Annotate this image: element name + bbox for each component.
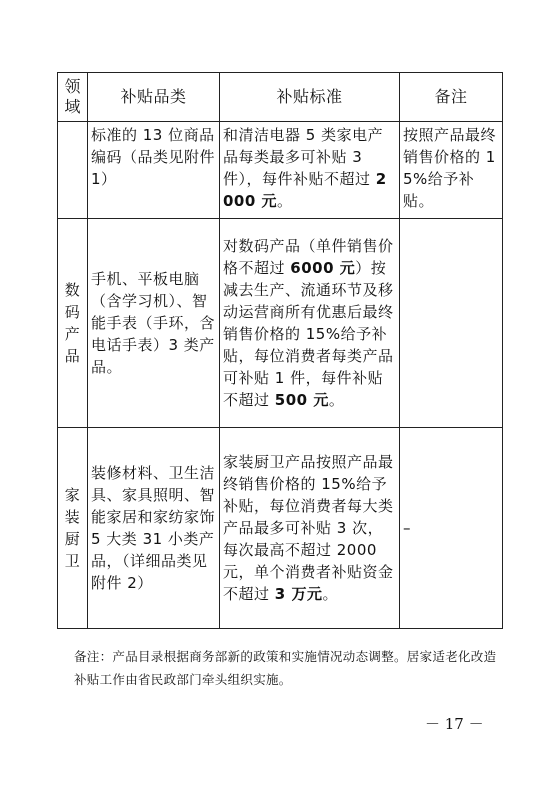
subsidy-table (57, 72, 503, 629)
row-field (58, 219, 88, 428)
standard-text: 。 (277, 192, 293, 210)
row-field (58, 428, 88, 629)
field-char: 家 (64, 486, 81, 504)
standard-text: 。 (328, 391, 345, 409)
standard-amount: 500 元 (274, 391, 329, 409)
row-note (400, 219, 503, 428)
row-category: 标准的 13 位商品编码（品类见附件 1） (88, 122, 220, 219)
standard-amount: 6000 元 (290, 259, 356, 277)
header-field-char: 领 (64, 77, 81, 96)
standard-text: 家装厨卫产品按照产品最终销售价格的 15%给予补贴，每位消费者每大类产品最多可补贴 3 次，每次最高不超过 2000 元，单个消费者补贴资金不超过 (223, 453, 394, 603)
standard-text: ）按减去生产、流通环节及移动运营商所有优惠后最终销售价格的 15%给予补贴，每位消费者每类产品可补贴 1 件，每件补贴不超过 (223, 259, 394, 409)
header-field-char: 域 (64, 97, 81, 116)
table-header-row (58, 73, 503, 122)
row-standard (220, 219, 400, 428)
row-field (58, 122, 88, 219)
standard-text: 对数码产品（单件销售价格不超过 (223, 237, 394, 277)
header-category: 补贴品类 (88, 73, 220, 122)
standard-text: 和清洁电器 5 类家电产品每类最多可补贴 3 件），每件补贴不超过 (223, 126, 384, 188)
header-field (58, 73, 88, 122)
page-number: － 17 － (425, 715, 484, 733)
field-char: 厨 (64, 530, 81, 548)
field-char: 码 (64, 303, 81, 321)
standard-amount: 2000 元 (223, 170, 387, 210)
row-category: 手机、平板电脑（含学习机）、智能手表（手环，含电话手表）3 类产品。 (88, 219, 220, 428)
header-standard: 补贴标准 (220, 73, 400, 122)
row-standard (220, 428, 400, 629)
field-char: 产 (64, 325, 81, 343)
field-char: 卫 (64, 552, 81, 570)
field-char: 品 (64, 347, 81, 365)
row-standard (220, 122, 400, 219)
table-row (58, 428, 503, 629)
row-note: – (400, 428, 503, 629)
field-char: 装 (64, 508, 81, 526)
standard-amount: 3 万元 (274, 585, 323, 603)
header-note: 备注 (400, 73, 503, 122)
field-char: 数 (64, 281, 81, 299)
footnote: 备注：产品目录根据商务部新的政策和实施情况动态调整。居家适老化改造补贴工作由省民政部门牵头组织实施。 (74, 649, 497, 687)
table-row (58, 219, 503, 428)
row-category: 装修材料、卫生洁具、家具照明、智能家居和家纺家饰 5 大类 31 小类产品，（详细品类见附件 2） (88, 428, 220, 629)
standard-text: 。 (322, 585, 338, 603)
table-row (58, 122, 503, 219)
row-note: 按照产品最终销售价格的 15%给予补贴。 (400, 122, 503, 219)
